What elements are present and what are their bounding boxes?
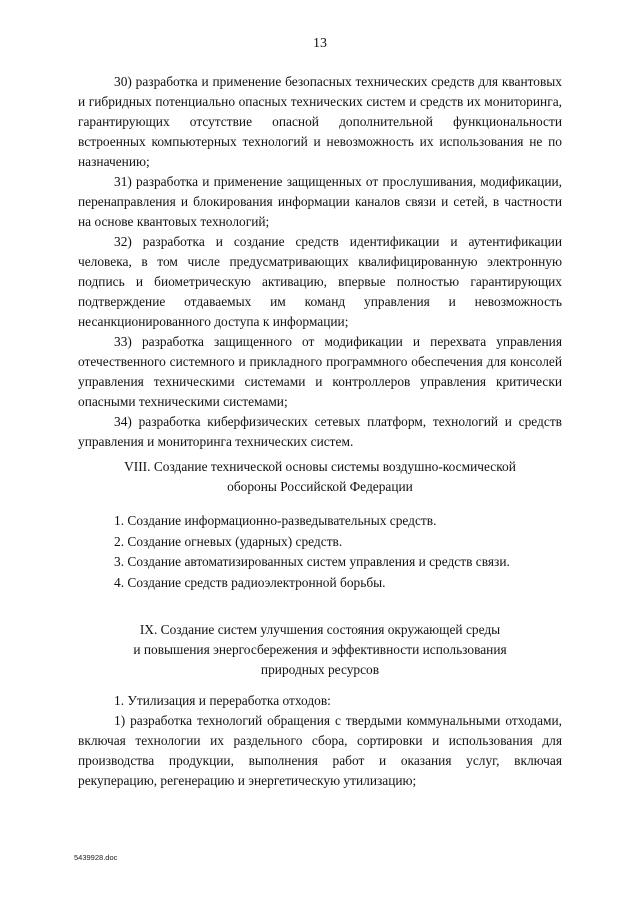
section-ix-subheading: 1. Утилизация и переработка отходов: [114, 693, 331, 708]
footer-filename: 5439928.doc [74, 853, 118, 862]
section-viii-list [114, 511, 574, 593]
paragraph-item-32: 32) разработка и создание средств идентификации и аутентификации человека, в том числе предусматривающих квалифицированную электронную подпись и биометрическую активацию, впервые полностью гарантирующих подтверждение отдаваемых им команд управления и невозможность несанкционированного доступа к информации; [78, 234, 562, 329]
section-viii-title-line2: обороны Российской Федерации [227, 479, 413, 494]
section-viii-item-2: 2. Создание огневых (ударных) средств. [114, 533, 343, 549]
paragraph-item-34: 34) разработка киберфизических сетевых платформ, технологий и средств управления и мониторинга технических систем. [78, 414, 562, 449]
section-viii-title-line1: VIII. Создание технической основы системы воздушно-космической [124, 459, 516, 474]
items-30-34 [78, 72, 562, 452]
section-viii-item-3: 3. Создание автоматизированных систем управления и средств связи. [114, 554, 510, 569]
paragraph-item-30: 30) разработка и применение безопасных технических средств для квантовых и гибридных потенциально опасных технических систем и средств их мониторинга, гарантирующих отсутствие опасной дополнительной функциональности встроенных компьютерных технологий и невозможность их использования не по назначению; [78, 74, 562, 169]
page-number: 13 [313, 36, 327, 51]
section-ix-title-line3: природных ресурсов [260, 662, 380, 677]
section-viii-item-1: 1. Создание информационно-разведывательных средств. [114, 513, 437, 528]
paragraph-item-33: 33) разработка защищенного от модификации и перехвата управления отечественного системного и прикладного программного обеспечения для консолей управления техническими системами и контроллеров управления критически опасными техническими системами; [78, 334, 562, 409]
section-viii-heading [78, 457, 562, 497]
section-ix-body [78, 691, 562, 791]
section-ix-title-line1: IX. Создание систем улучшения состояния окружающей среды [139, 622, 501, 637]
paragraph-item-31: 31) разработка и применение защищенных от прослушивания, модификации, перенаправления и блокирования информации каналов связи и сетей, в частности на основе квантовых технологий; [78, 174, 562, 229]
section-ix-item-1: 1) разработка технологий обращения с твердыми коммунальными отходами, включая технологии их раздельного сбора, сортировки и использования для производства продукции, выполнения работ и оказания услуг, включая рекуперацию, регенерацию и энергетическую утилизацию; [78, 713, 562, 788]
section-viii-item-4: 4. Создание средств радиоэлектронной борьбы. [114, 574, 386, 590]
section-ix-title-line2: и повышения энергосбережения и эффективности использования [133, 642, 507, 657]
section-ix-heading [78, 620, 562, 680]
